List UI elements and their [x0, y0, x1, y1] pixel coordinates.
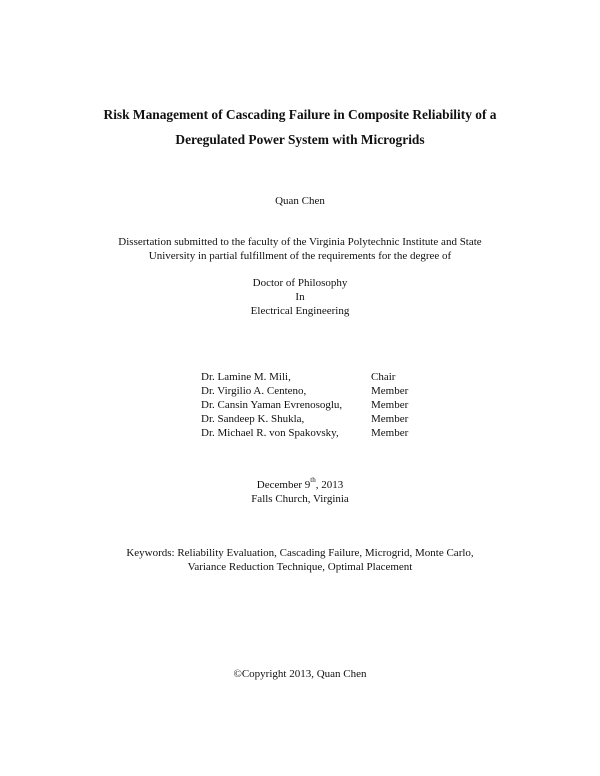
committee-member-role: Chair — [371, 371, 396, 383]
keywords-line-1: Keywords: Reliability Evaluation, Cascading Failure, Microgrid, Monte Carlo, — [126, 547, 474, 559]
committee-member-name: Dr. Cansin Yaman Evrenosoglu, — [201, 399, 343, 411]
defense-date — [0, 478, 600, 492]
committee-member — [201, 384, 441, 398]
copyright-notice: ©Copyright 2013, Quan Chen — [233, 668, 367, 680]
title-line-2: Deregulated Power System with Microgrids — [175, 132, 425, 147]
date-year: , 2013 — [315, 479, 344, 491]
committee-member-role: Member — [371, 385, 409, 397]
degree-field: Electrical Engineering — [250, 305, 350, 317]
submission-line-1: Dissertation submitted to the faculty of the Virginia Polytechnic Institute and State — [118, 236, 482, 248]
author-name: Quan Chen — [275, 195, 325, 207]
committee-member-name: Dr. Michael R. von Spakovsky, — [201, 427, 339, 439]
committee-member-name: Dr. Lamine M. Mili, — [201, 371, 291, 383]
title-line-1: Risk Management of Cascading Failure in Composite Reliability of a — [103, 107, 497, 122]
committee-member — [201, 398, 441, 412]
committee-member — [201, 426, 441, 440]
committee-list — [201, 370, 441, 440]
committee-member-name: Dr. Sandeep K. Shukla, — [201, 413, 305, 425]
date-ordinal-suffix: th — [310, 476, 316, 485]
committee-member-name: Dr. Virgilio A. Centeno, — [201, 385, 307, 397]
committee-member-role: Member — [371, 427, 409, 439]
submission-line-2: University in partial fulfillment of the requirements for the degree of — [148, 250, 452, 262]
keywords-line-2: Variance Reduction Technique, Optimal Placement — [187, 561, 413, 573]
committee-member — [201, 412, 441, 426]
committee-member — [201, 370, 441, 384]
degree-name: Doctor of Philosophy — [252, 277, 348, 289]
committee-member-role: Member — [371, 413, 409, 425]
date-month-day: December 9 — [256, 479, 311, 491]
location: Falls Church, Virginia — [251, 493, 349, 505]
committee-member-role: Member — [371, 399, 409, 411]
degree-in: In — [295, 291, 305, 303]
